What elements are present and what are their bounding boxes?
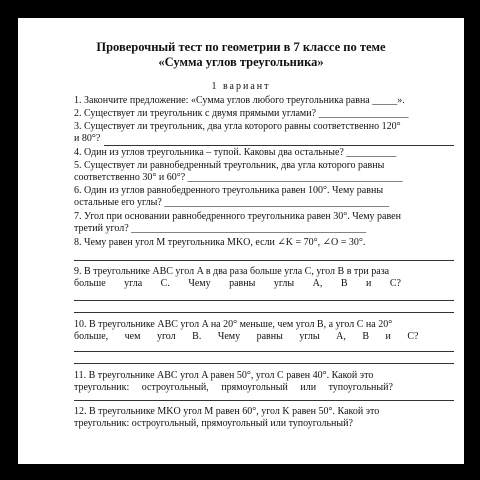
question-8: 8. Чему равен угол M треугольника MKO, если ∠K = 70°, ∠O = 30°. bbox=[74, 237, 366, 248]
question-10: 10. В треугольнике ABC угол A на 20° меньше, чем угол B, а угол C на 20° больше, чем угол B. Чему равны углы A, B и C? bbox=[74, 319, 419, 342]
answer-line-11 bbox=[74, 400, 454, 401]
title-line-2: «Сумма углов треугольника» bbox=[158, 55, 324, 69]
question-4: 4. Один из углов треугольника – тупой. Каковы два остальные? __________ bbox=[74, 147, 397, 158]
question-5: 5. Существует ли равнобедренный треугольник, два угла которого равны соответственно 30° и 60°? ___________________________________________ bbox=[74, 160, 403, 183]
answer-line-3 bbox=[104, 145, 454, 146]
answer-line-8 bbox=[74, 260, 454, 261]
title-line-1: Проверочный тест по геометрии в 7 классе по теме bbox=[96, 40, 386, 54]
question-2: 2. Существует ли треугольник с двумя прямыми углами? __________________ bbox=[74, 108, 409, 119]
answer-line-9b bbox=[74, 312, 454, 313]
worksheet-page bbox=[18, 18, 464, 464]
question-6: 6. Один из углов равнобедренного треугольника равен 100°. Чему равны остальные его углы? _____________________________________________ bbox=[74, 185, 390, 208]
answer-line-10a bbox=[74, 351, 454, 352]
variant-label: 1 вариант bbox=[211, 81, 271, 92]
question-12: 12. В треугольнике MKO угол M равен 60°, угол K равен 50°. Какой это треугольник: остроугольный, прямоугольный или тупоугольный? bbox=[74, 406, 380, 429]
question-1: 1. Закончите предложение: «Сумма углов любого треугольника равна _____». bbox=[74, 95, 405, 106]
answer-line-9a bbox=[74, 300, 454, 301]
question-11: 11. В треугольнике ABC угол A равен 50°, угол C равен 40°. Какой это треугольник: остроугольный, прямоугольный или тупоугольный? bbox=[74, 370, 393, 393]
question-3: 3. Существует ли треугольник, два угла которого равны соответственно 120° и 80°? bbox=[74, 121, 401, 144]
answer-line-10b bbox=[74, 363, 454, 364]
question-9: 9. В треугольнике ABC угол A в два раза больше угла C, угол B в три раза больше угла C. Чему равны углы A, B и C? bbox=[74, 266, 401, 289]
question-7: 7. Угол при основании равнобедренного треугольника равен 30°. Чему равен третий угол? _______________________________________________ bbox=[74, 211, 401, 234]
